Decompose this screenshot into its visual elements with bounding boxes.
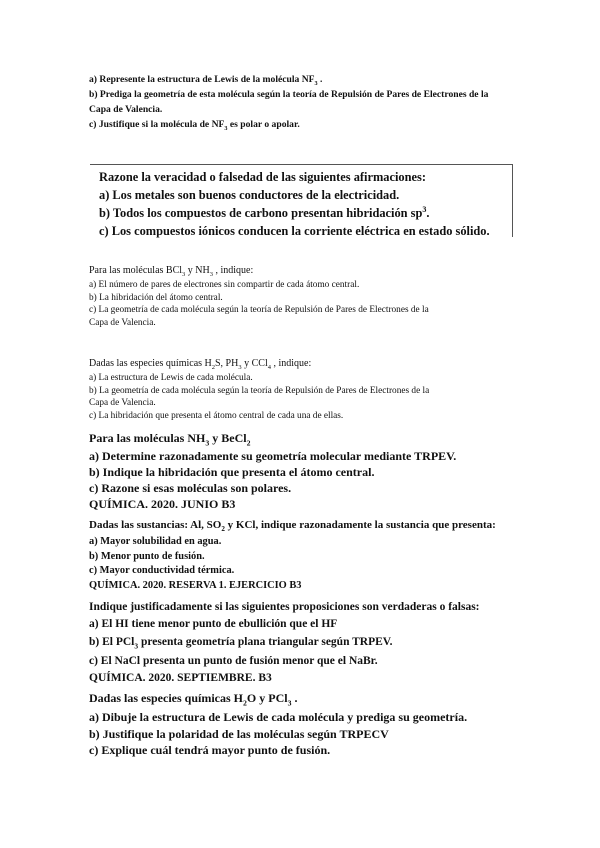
q8-item-c: c) Explique cuál tendrá mayor punto de fusión. <box>89 743 331 757</box>
q3-item-a: a) El número de pares de electrones sin compartir de cada átomo central. <box>89 280 360 290</box>
q4-item-a: a) La estructura de Lewis de cada molécula. <box>89 373 253 383</box>
q3-item-c: c) La geometría de cada molécula según la teoría de Repulsión de Pares de Electrones de la <box>89 305 429 315</box>
q8-intro: Dadas las especies químicas $H_2O$ y PCl$_3$ . <box>89 691 298 708</box>
q1-item-a: a) Represente la estructura de Lewis de la molécula $NF_3$ . <box>89 74 323 87</box>
q7-item-a: a) El HI tiene menor punto de ebullición que el HF <box>89 617 338 630</box>
question-4 <box>89 356 429 422</box>
q3-intro: Para las moléculas BCl$_3$ y $NH_3$ , indique: <box>89 265 254 278</box>
q2-intro: Razone la veracidad o falsedad de las siguientes afirmaciones: <box>99 170 426 184</box>
q8-item-b: b) Justifique la polaridad de las moléculas según TRPECV <box>89 726 389 741</box>
question-6 <box>89 516 496 593</box>
q6-source: QUÍMICA. 2020. RESERVA 1. EJERCICIO B3 <box>89 579 302 591</box>
question-5 <box>89 429 456 512</box>
question-2 <box>99 168 490 240</box>
q3-item-b: b) La hibridación del átomo central. <box>89 292 223 303</box>
q7-source: QUÍMICA. 2020. SEPTIEMBRE. B3 <box>89 671 272 684</box>
question-7 <box>89 599 480 686</box>
q5-intro: Para las moléculas $NH_3$ y BeCl$_2$ <box>89 431 251 448</box>
q4-item-c: c) La hibridación que presenta el átomo central de cada una de ellas. <box>89 410 344 421</box>
q5-item-c: c) Razone si esas moléculas son polares. <box>89 481 292 495</box>
q6-item-b: b) Menor punto de fusión. <box>89 550 205 562</box>
q4-item-b: b) La geometría de cada molécula según la teoría de Repulsión de Pares de Electrones de la <box>89 385 430 396</box>
q5-source: QUÍMICA. 2020. JUNIO B3 <box>89 497 236 511</box>
q4-item-b-cont: Capa de Valencia. <box>89 398 156 408</box>
q2-item-a: a) Los metales son buenos conductores de la electricidad. <box>99 188 400 202</box>
q2-item-c: c) Los compuestos iónicos conducen la corriente eléctrica en estado sólido. <box>99 224 490 238</box>
q3-item-c-cont: Capa de Valencia. <box>89 317 156 328</box>
q1-item-b: b) Prediga la geometría de esta molécula según la teoría de Repulsión de Pares de Electrones de la <box>89 89 489 100</box>
q1-item-c: c) Justifique si la molécula de $NF_3$ es polar o apolar. <box>89 119 300 132</box>
q6-item-a: a) Mayor solubilidad en agua. <box>89 536 222 547</box>
q2-item-b: b) Todos los compuestos de carbono presentan hibridación $sp^3$. <box>99 204 430 220</box>
question-1 <box>89 72 488 132</box>
q1-item-b-cont: Capa de Valencia. <box>89 104 163 115</box>
q6-intro: Dadas las sustancias: Al, $SO_2$ y KCl, indique razonadamente la sustancia que presenta: <box>89 519 496 534</box>
question-8 <box>89 687 467 759</box>
q7-item-b: b) El PCl$_3$ presenta geometría plana triangular según TRPEV. <box>89 636 393 651</box>
q4-intro: Dadas las especies químicas $H_2S$, $PH_3$ y CCl$_4$ , indique: <box>89 358 312 371</box>
q6-item-c: c) Mayor conductividad térmica. <box>89 565 235 576</box>
q5-item-a: a) Determine razonadamente su geometría molecular mediante TRPEV. <box>89 449 457 463</box>
q5-item-b: b) Indique la hibridación que presenta el átomo central. <box>89 465 375 479</box>
question-3 <box>89 263 429 329</box>
q7-item-c: c) El NaCl presenta un punto de fusión menor que el NaBr. <box>89 655 378 667</box>
q8-item-a: a) Dibuje la estructura de Lewis de cada molécula y prediga su geometría. <box>89 710 468 724</box>
q7-intro: Indique justificadamente si las siguientes proposiciones son verdaderas o falsas: <box>89 601 480 613</box>
